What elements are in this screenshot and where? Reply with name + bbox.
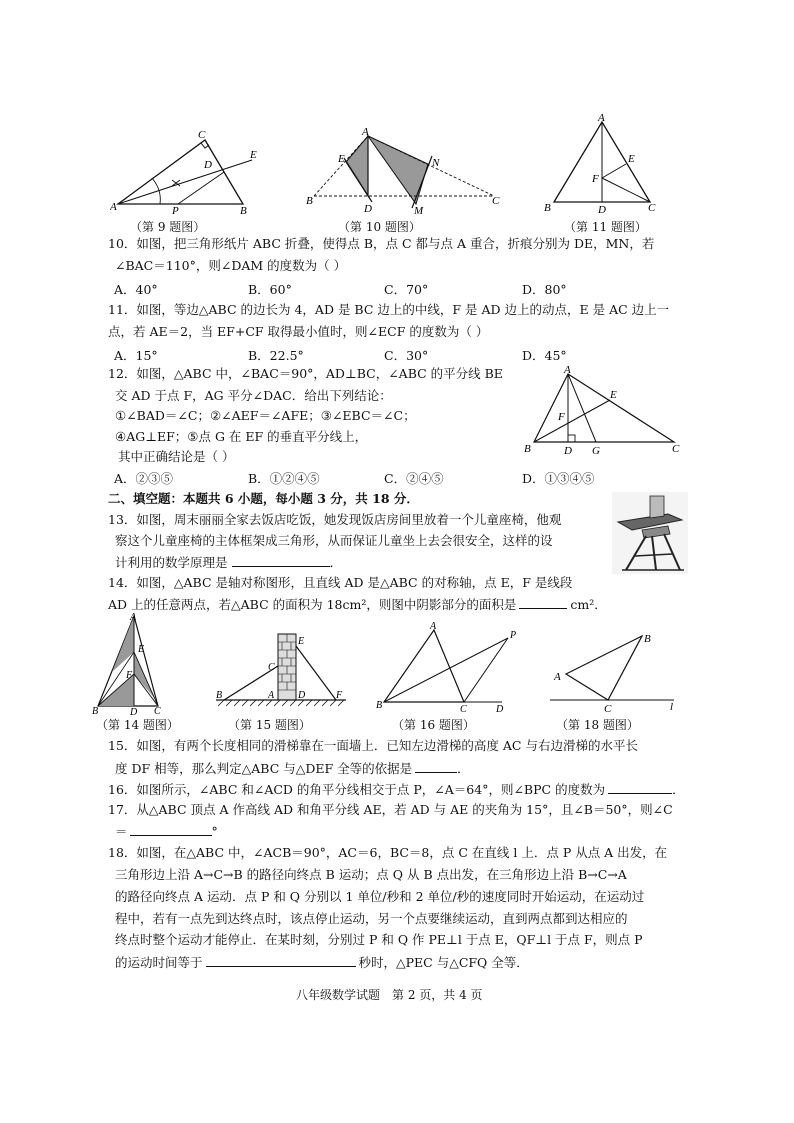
q14-line2 [108, 596, 607, 613]
q11-line2: 点，若 AE＝2，当 EF+CF 取得最小值时，则∠ECF 的度数为（ ） [108, 324, 489, 339]
figure-16 [372, 620, 522, 712]
q17-eq: ＝ [115, 824, 128, 839]
q14-line1: 14．如图，△ABC 是轴对称图形，且直线 AD 是△ABC 的对称轴，点 E，F 是线段 [108, 575, 573, 590]
q17-end: ° [211, 824, 218, 839]
fig11-EF [602, 164, 626, 178]
fig10-label-C: C [492, 195, 500, 207]
q15-end: ． [457, 761, 470, 776]
q18-line4: 程中，若有一点先到达终点时，该点停止运动，另一个点要继续运动，直到两点都到达相应的 [115, 911, 628, 926]
fig18-label-A: A [554, 671, 561, 683]
q13-line1: 13．如图，周末丽丽全家去饭店吃饭，她发现饭店房间里放着一个儿童座椅，他观 [108, 512, 562, 527]
caption-fig10: （第 10 题图） [338, 220, 421, 234]
q15-line2-text: 度 DF 相等，那么判定△ABC 与△DEF 全等的依据是 [115, 761, 413, 776]
figure-12 [520, 364, 686, 456]
fig12-label-A: A [564, 364, 571, 376]
fig10-label-D: D [364, 203, 372, 215]
fig12-label-C: C [672, 443, 680, 455]
caption-fig11: （第 11 题图） [564, 220, 647, 234]
q10-option-b: B．60° [248, 282, 292, 297]
figure-15 [212, 632, 352, 714]
q17-line2 [115, 823, 218, 840]
fig15-label-A: A [268, 690, 275, 701]
fig12-triangle [534, 374, 674, 442]
fig9-bisector [118, 160, 252, 204]
q12-option-b: B．①②④⑤ [248, 471, 320, 486]
fig16-BP [384, 638, 508, 702]
fig11-label-E: E [628, 153, 635, 165]
q18-line5: 终点时整个运动才能停止．在某时刻，分别过 P 和 Q 作 PE⊥l 于点 E，QF⊥l 于点 F，则点 P [115, 932, 643, 947]
fig12-label-B: B [524, 443, 531, 455]
caption-fig15: （第 15 题图） [228, 718, 311, 732]
caption-fig9: （第 9 题图） [130, 220, 206, 234]
chair-back [650, 496, 664, 518]
q15-line2 [115, 760, 470, 777]
fig14-label-A: A [130, 612, 137, 623]
fig12-right-angle [568, 435, 575, 442]
q12-line4: ④AG⊥EF；⑤点 G 在 EF 的垂直平分线上， [115, 429, 368, 444]
fig9-label-A: A [110, 201, 117, 213]
fig16-triangle [384, 630, 464, 702]
fig9-label-E: E [250, 149, 257, 161]
fig12-AG [568, 374, 596, 442]
q10-line1: 10．如图，把三角形纸片 ABC 折叠，使得点 B，点 C 都与点 A 重合，折痕分别为 DE，MN，若 [108, 236, 655, 251]
q13-line3 [115, 554, 342, 571]
fig16-label-B: B [376, 700, 383, 711]
fig16-CP [464, 638, 508, 702]
fig15-label-B: B [216, 690, 223, 701]
q18-answer-blank [206, 954, 356, 967]
fig18-label-C: C [604, 703, 612, 712]
figure-9 [110, 128, 270, 216]
q18-line3: 的路径向终点 A 运动．点 P 和 Q 分别以 1 单位/秒和 2 单位/秒的速度同时开始运动，在运动过 [115, 889, 645, 904]
fig10-label-N: N [432, 157, 440, 169]
q16-line1 [108, 781, 685, 798]
high-chair-image [612, 492, 688, 574]
q10-option-c: C．70° [384, 282, 429, 297]
q12-option-c: C．②④⑤ [384, 471, 444, 486]
fig15-label-E: E [298, 636, 305, 647]
fig11-label-F: F [592, 173, 599, 185]
q15-answer-blank [415, 760, 457, 773]
q18-line6-text: 的运动时间等于 [115, 955, 203, 970]
q14-line2-text: AD 上的任意两点，若△ABC 的面积为 18cm²，则图中阴影部分的面积是 [108, 597, 517, 612]
fig12-label-F: F [558, 411, 565, 423]
fig18-triangle [566, 636, 642, 700]
q18-line6-end: 秒时，△PEC 与△CFQ 全等． [358, 955, 529, 970]
q16-text: 16．如图所示，∠ABC 和∠ACD 的角平分线相交于点 P，∠A＝64°，则∠BPC 的度数为 [108, 782, 606, 797]
figure-18 [546, 628, 686, 712]
q18-line6 [115, 954, 529, 971]
q12-line3: ①∠BAD＝∠C；②∠AEF＝∠AFE；③∠EBC＝∠C； [115, 408, 416, 423]
q12-option-a: A．②③⑤ [114, 471, 174, 486]
q16-answer-blank [608, 781, 672, 794]
q13-line2: 察这个儿童座椅的主体框架成三角形，从而保证儿童坐上去会很安全，这样的设 [115, 533, 553, 548]
q16-end: ． [672, 782, 685, 797]
q14-unit: cm²． [570, 597, 607, 612]
fig14-label-E: E [138, 644, 145, 655]
fig9-label-P: P [172, 205, 179, 216]
fig16-label-D: D [496, 704, 504, 712]
fig10-label-M: M [414, 205, 424, 216]
fig9-label-D: D [204, 159, 212, 171]
q17-answer-blank [130, 823, 212, 836]
caption-fig14: （第 14 题图） [96, 718, 179, 732]
fig12-label-D: D [564, 445, 572, 456]
q17-line1: 17．从△ABC 顶点 A 作高线 AD 和角平分线 AE，若 AD 与 AE 的夹角为 15°，且∠B＝50°，则∠C [108, 802, 673, 817]
fig16-label-P: P [510, 630, 517, 641]
q13-answer-blank [232, 554, 330, 567]
figure-10 [306, 126, 506, 216]
q14-answer-blank [519, 596, 567, 609]
q11-line1: 11．如图，等边△ABC 的边长为 4，AD 是 BC 边上的中线，F 是 AD 边上的动点，E 是 AC 边上一 [108, 302, 670, 317]
fig14-label-C: C [154, 706, 161, 716]
q18-line1: 18．如图，在△ABC 中，∠ACB＝90°，AC＝6，BC＝8，点 C 在直线 l 上．点 P 从点 A 出发，在 [108, 845, 668, 860]
fig11-label-C: C [648, 202, 656, 214]
q10-line2: ∠BAC＝110°，则∠DAM 的度数为（ ） [115, 258, 347, 273]
fig18-label-l: l [670, 701, 674, 712]
q11-option-d: D．45° [522, 348, 567, 363]
fig16-label-A: A [430, 621, 437, 632]
page-footer: 八年级数学试题 第 2 页，共 4 页 [296, 988, 483, 1002]
q15-line1: 15．如图，有两个长度相同的滑梯靠在一面墙上．已知左边滑梯的高度 AC 与右边滑梯的水平长 [108, 738, 638, 753]
fig15-label-F: F [336, 690, 343, 701]
q12-line1: 12．如图，△ABC 中，∠BAC＝90°，AD⊥BC，∠ABC 的平分线 BE [108, 366, 503, 381]
fig11-label-B: B [544, 202, 551, 214]
fig14-label-F: F [126, 670, 133, 681]
fig9-triangle [118, 140, 243, 204]
fig14-label-B: B [92, 706, 99, 716]
fig16-label-C: C [460, 704, 467, 712]
fig10-label-B: B [306, 195, 313, 207]
q12-option-d: D．①③④⑤ [522, 471, 595, 486]
q18-line2: 三角形边上沿 A→C→B 的路径向终点 B 运动；点 Q 从 B 点出发，在三角形边上沿 B→C→A [115, 867, 627, 882]
fig11-label-D: D [598, 204, 606, 216]
q10-option-a: A．40° [114, 282, 158, 297]
q13-line3-end: ． [329, 555, 343, 570]
fig12-label-E: E [610, 389, 617, 401]
q13-line3-text: 计利用的数学原理是 [115, 555, 228, 570]
fig10-label-E: E [338, 153, 345, 165]
fig15-label-C: C [268, 662, 275, 673]
fig12-label-G: G [592, 445, 600, 456]
fig10-dash-right [368, 136, 494, 196]
q11-option-c: C．30° [384, 348, 429, 363]
fig10-label-A: A [362, 126, 369, 138]
q10-option-d: D．80° [522, 282, 567, 297]
fig15-label-D: D [298, 690, 306, 701]
fig9-label-C: C [198, 129, 206, 141]
figure-14 [92, 612, 162, 716]
fig11-label-A: A [598, 112, 605, 124]
figure-11 [540, 112, 660, 216]
q11-option-a: A．15° [114, 348, 158, 363]
q12-line5: 其中正确结论是（ ） [118, 449, 235, 464]
fig14-label-D: D [130, 707, 138, 716]
q12-line2: 交 AD 于点 F，AG 平分∠DAC．给出下列结论： [115, 388, 392, 403]
section-2-heading: 二、填空题：本题共 6 小题，每小题 3 分，共 18 分． [108, 491, 419, 506]
caption-fig16: （第 16 题图） [392, 718, 475, 732]
q11-option-b: B．22.5° [248, 348, 304, 363]
fig18-label-B: B [644, 633, 651, 645]
caption-fig18: （第 18 题图） [556, 718, 639, 732]
fig12-BE [534, 400, 610, 442]
fig9-label-B: B [240, 205, 247, 216]
fig10-shade-right [368, 136, 428, 204]
